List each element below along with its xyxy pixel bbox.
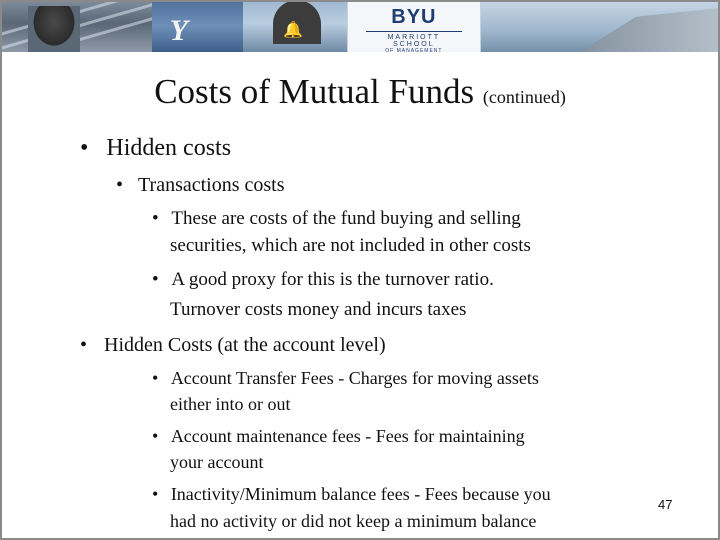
bullet-hidden-costs [80,135,231,162]
bullet-turnover-ratio-cont [170,299,466,321]
bullet-text-line2: Turnover costs money and incurs taxes [170,299,467,320]
bullet-text-line2: had no activity or did not keep a minimum balance [170,511,537,531]
bullet-dot: • [152,426,159,446]
bullet-transactions-costs [116,174,285,197]
bullet-account-transfer-fees-cont [170,394,290,415]
title-main: Costs of Mutual Funds [154,72,475,111]
mountain-y-photo: Y [152,0,244,52]
bullet-dot: • [116,174,124,196]
bullet-text-line1: Account Transfer Fees - Charges for moving assets [170,368,539,388]
bullet-fund-buying-selling-cont [170,235,531,257]
bullet-fund-buying-selling [152,208,521,230]
bullet-text-line2: either into or out [170,394,291,414]
bullet-account-maintenance-fees-cont [170,452,263,473]
page-number: 47 [658,497,673,512]
bell-tower-photo: 🔔 [243,0,347,52]
bullet-text: Transactions costs [138,174,285,196]
logo-text: BYU [391,6,437,28]
title-suffix: (continued) [482,87,566,107]
bullet-text-line2: securities, which are not included in other costs [170,235,531,256]
bullet-dot: • [152,368,159,388]
bullet-dot: • [152,269,159,290]
bullet-inactivity-fees [152,484,551,505]
bullet-account-transfer-fees [152,368,539,389]
bullet-text: Hidden Costs (at the account level) [104,334,386,356]
bullet-text: Hidden costs [106,135,232,161]
bullet-inactivity-fees-cont [170,511,536,532]
bullet-dot: • [80,135,89,161]
bullet-text-line1: Inactivity/Minimum balance fees - Fees because you [170,484,551,504]
bullet-turnover-ratio [152,269,494,291]
school-line2: OF MANAGEMENT [385,48,443,52]
bullet-text-line1: A good proxy for this is the turnover ratio. [171,269,494,290]
bullet-text-line1: These are costs of the fund buying and selling [171,208,521,229]
bullet-text-line2: your account [170,452,264,472]
bullet-dot: • [80,334,88,356]
bullet-hidden-costs-account [80,334,386,357]
bullet-dot: • [152,208,159,229]
bullet-account-maintenance-fees [152,426,525,447]
bullet-text-line1: Account maintenance fees - Fees for maintaining [170,426,525,446]
bullet-dot: • [152,484,159,504]
school-line1: MARRIOTT SCHOOL [366,31,462,48]
